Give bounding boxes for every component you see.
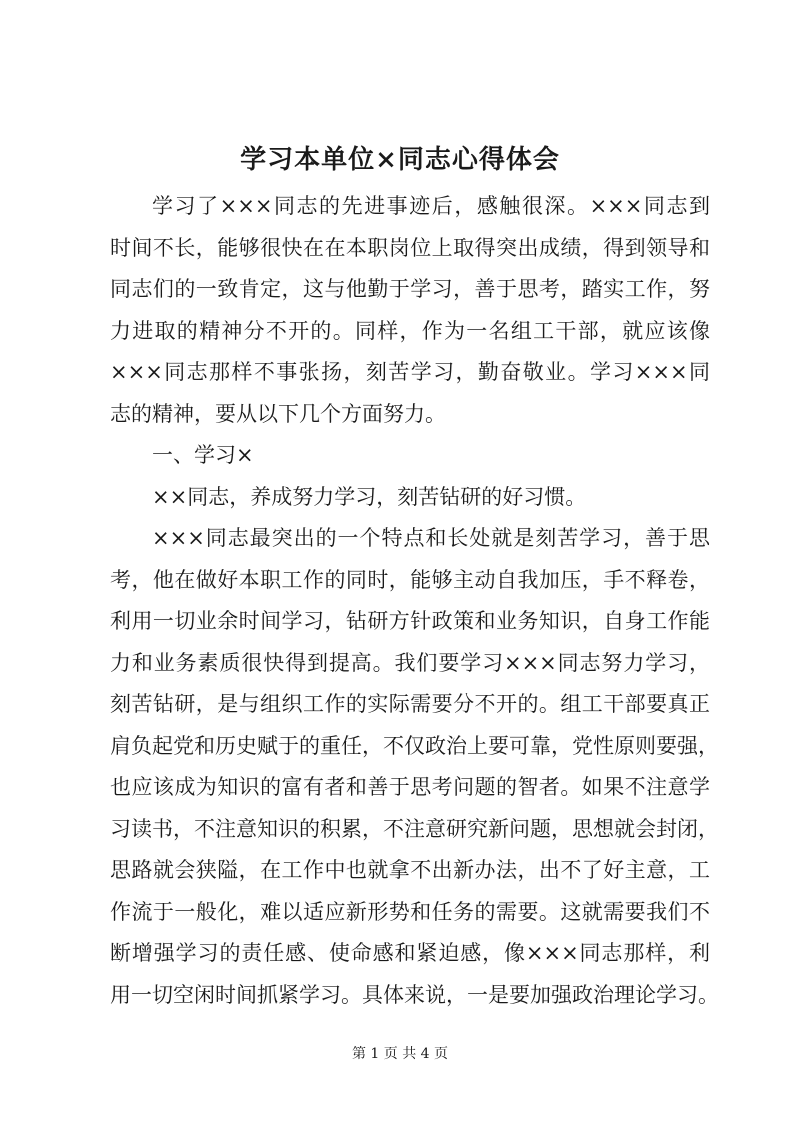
paragraph-1-line-5: ×××同志那样不事张扬，刻苦学习，勤奋敬业。学习×××同 — [110, 360, 710, 384]
paragraph-3-line-12: 用一切空闲时间抓紧学习。具体来说，一是要加强政治理论学习。 — [110, 982, 719, 1007]
paragraph-3-line-2: 考，他在做好本职工作的同时，能够主动自我加压，手不释卷， — [110, 567, 710, 592]
paragraph-3-line-1: ×××同志最突出的一个特点和长处就是刻苦学习，善于思 — [152, 526, 710, 550]
page-number-footer: 第 1 页 共 4 页 — [351, 1046, 449, 1062]
section-heading: 一、学习× — [152, 443, 254, 467]
paragraph-3-line-7: 也应该成为知识的富有者和善于思考问题的智者。如果不注意学 — [110, 775, 710, 799]
paragraph-3-line-5: 刻苦钻研，是与组织工作的实际需要分不开的。组工干部要真正 — [110, 692, 710, 716]
paragraph-3-line-6: 肩负起党和历史赋于的重任，不仅政治上要可靠，党性原则要强， — [110, 733, 719, 758]
paragraph-3-line-10: 作流于一般化，难以适应新形势和任务的需要。这就需要我们不 — [110, 899, 710, 924]
paragraph-1-line-6: 志的精神，要从以下几个方面努力。 — [110, 401, 446, 426]
paragraph-1-line-3: 同志们的一致肯定，这与他勤于学习，善于思考，踏实工作，努 — [110, 277, 710, 301]
paragraph-3-line-8: 习读书，不注意知识的积累，不注意研究新问题，思想就会封闭， — [110, 816, 719, 841]
document-body — [110, 186, 719, 1016]
paragraph-1-line-4: 力进取的精神分不开的。同样，作为一名组工干部，就应该像 — [110, 318, 710, 343]
paragraph-3-line-3: 利用一切业余时间学习，钻研方针政策和业务知识，自身工作能 — [110, 609, 710, 633]
paragraph-1-line-2: 时间不长，能够很快在在本职岗位上取得突出成绩，得到领导和 — [110, 235, 710, 260]
paragraph-1-line-1: 学习了×××同志的先进事迹后，感触很深。×××同志到 — [152, 194, 710, 218]
paragraph-3-line-4: 力和业务素质很快得到提高。我们要学习×××同志努力学习， — [110, 650, 710, 675]
paragraph-2-line-1: ××同志，养成努力学习，刻苦钻研的好习惯。 — [152, 484, 587, 509]
paragraph-3-line-9: 思路就会狭隘，在工作中也就拿不出新办法，出不了好主意，工 — [110, 858, 710, 882]
paragraph-3-line-11: 断增强学习的责任感、使命感和紧迫感，像×××同志那样，利 — [110, 941, 710, 965]
document-title: 学习本单位×同志心得体会 — [240, 145, 560, 175]
